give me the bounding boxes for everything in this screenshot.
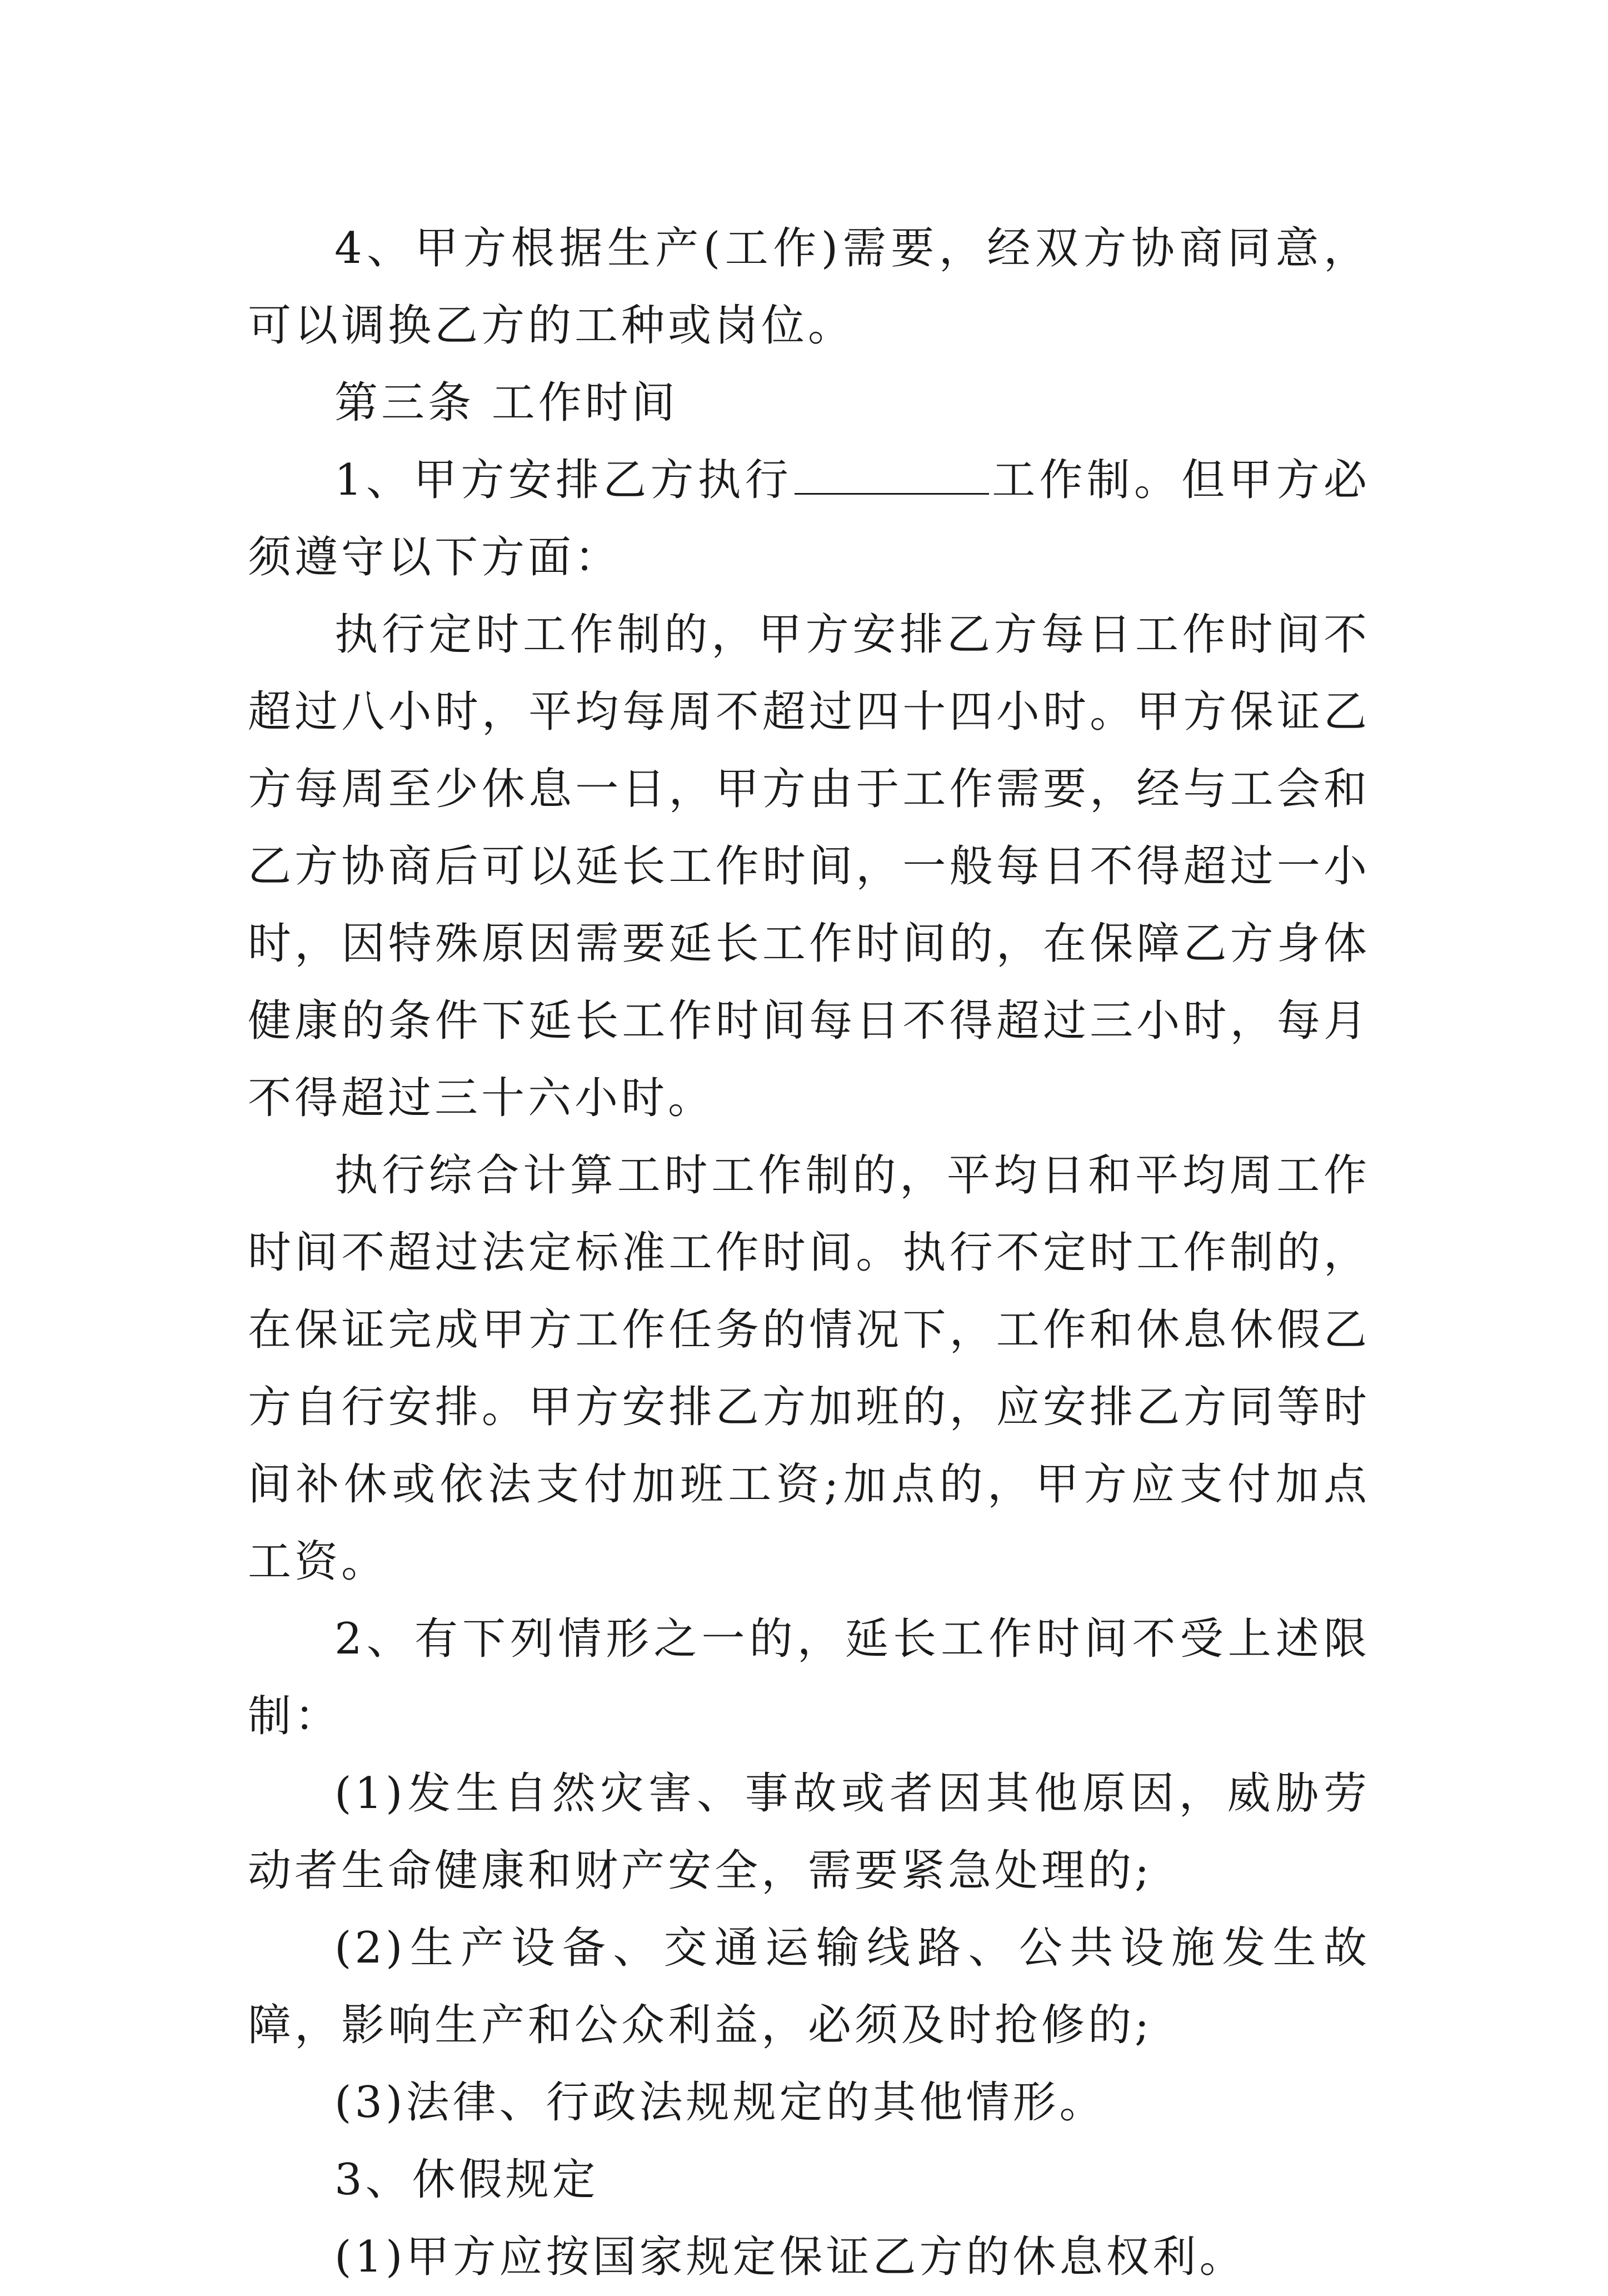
paragraph-exception-3: (3)法律、行政法规规定的其他情形。 (334, 2078, 1106, 2128)
article-heading-working-hours: 第三条 工作时间 (334, 378, 678, 428)
paragraph-work-system (248, 442, 1370, 596)
work-system-text-after: 工作制。但甲方必须遵守以下方面： (248, 455, 1370, 582)
paragraph-clause-4: 4、甲方根据生产(工作)需要，经双方协商同意，可以调换乙方的工种或岗位。 (248, 223, 1370, 351)
paragraph-standard-hours: 执行定时工作制的，甲方安排乙方每日工作时间不超过八小时，平均每周不超过四十四小时。甲方保证乙方每周至少休息一日，甲方由于工作需要，经与工会和乙方协商后可以延长工作时间，一般每日不得超过一小时，因特殊原因需要延长工作时间的，在保障乙方身体健康的条件下延长工作时间每日不得超过三小时，每月不得超过三十六小时。 (248, 610, 1370, 1123)
paragraph-exception-2: (2)生产设备、交通运输线路、公共设施发生故障，影响生产和公众利益，必须及时抢修的; (248, 1923, 1370, 2050)
paragraph-exceptions-intro: 2、有下列情形之一的，延长工作时间不受上述限制： (248, 1614, 1370, 1741)
work-system-blank (795, 454, 989, 495)
paragraph-comprehensive-hours: 执行综合计算工时工作制的，平均日和平均周工作时间不超过法定标准工作时间。执行不定时工作制的，在保证完成甲方工作任务的情况下，工作和休息休假乙方自行安排。甲方安排乙方加班的，应安排乙方同等时间补休或依法支付加班工资;加点的，甲方应支付加点工资。 (248, 1151, 1370, 1587)
work-system-text-before: 1、甲方安排乙方执行 (334, 455, 793, 505)
document-page (248, 210, 1370, 2296)
paragraph-leave-1: (1)甲方应按国家规定保证乙方的休息权利。 (334, 2232, 1246, 2282)
paragraph-leave-heading: 3、休假规定 (334, 2155, 599, 2205)
paragraph-exception-1: (1)发生自然灾害、事故或者因其他原因，威胁劳动者生命健康和财产安全，需要紧急处理的; (248, 1769, 1370, 1896)
